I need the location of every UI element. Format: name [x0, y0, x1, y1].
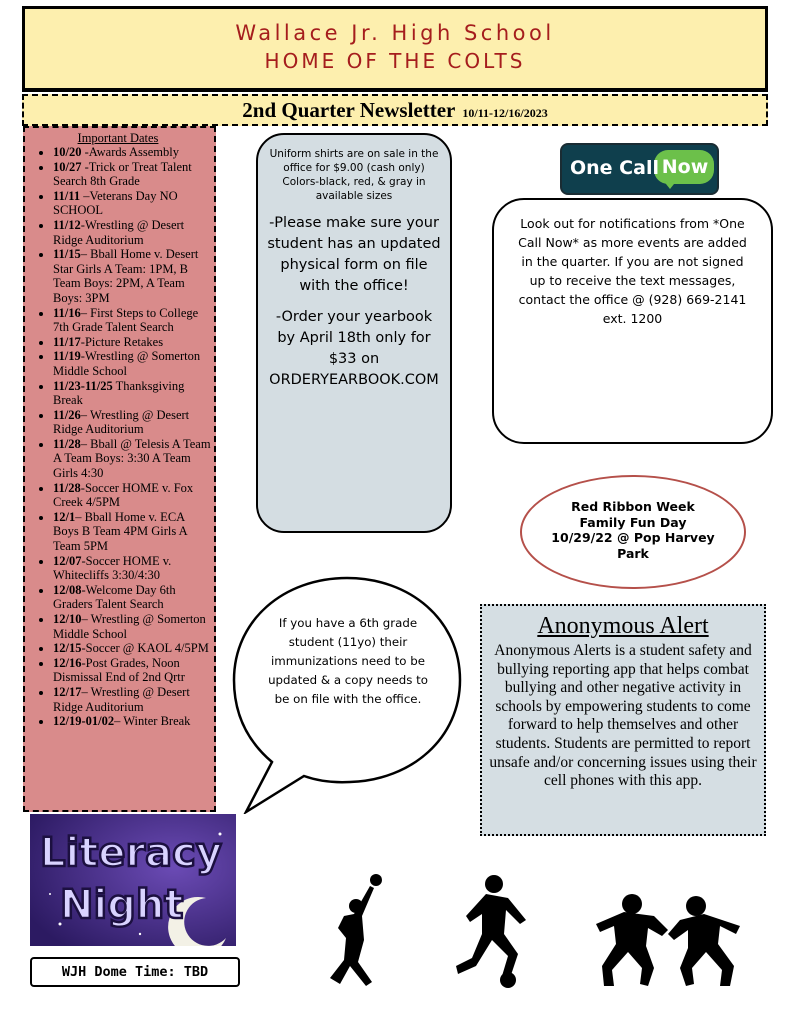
- important-dates-panel: [23, 126, 216, 812]
- uniform-sale-text: Uniform shirts are on sale in the office for $9.00 (cash only) Colors-black, red, & gray in available sizes: [269, 148, 439, 202]
- immunization-text: If you have a 6th grade student (11yo) their immunizations need to be updated & a copy needs to be on file with the office.: [268, 616, 428, 706]
- important-date-event: – First Steps to College 7th Grade Talent Search: [53, 305, 199, 335]
- important-date-item: [53, 247, 211, 305]
- important-date-event: – Bball @ Telesis A Team A Team Boys: 3:30 A Team Girls 4:30: [53, 436, 211, 481]
- important-date-event: – Wrestling @ Desert Ridge Auditorium: [53, 684, 190, 714]
- important-date-date: 12/10: [53, 612, 82, 626]
- important-date-date: 12/07: [53, 553, 82, 568]
- important-date-date: 11/11: [53, 188, 81, 203]
- red-ribbon-line1: Red Ribbon Week: [571, 499, 695, 514]
- important-date-item: [53, 189, 211, 218]
- yearbook-link[interactable]: ORDERYEARBOOK.COM: [269, 372, 439, 388]
- newsletter-title: 2nd Quarter Newsletter: [242, 98, 456, 122]
- red-ribbon-line2: Family Fun Day: [579, 514, 687, 530]
- important-dates-heading: Important Dates: [77, 131, 159, 145]
- important-date-date: 10/27: [53, 159, 82, 174]
- wrestlers-icon: [584, 890, 754, 990]
- important-date-item: [53, 145, 211, 160]
- logo-now-text: Now: [661, 156, 709, 178]
- important-date-item: [53, 408, 211, 437]
- important-date-date: 11/23-11/25: [53, 378, 113, 393]
- important-date-event: -Soccer HOME v. Fox Creek 4/5PM: [53, 480, 194, 510]
- important-date-event: -Wrestling @ Somerton Middle School: [53, 349, 201, 378]
- important-date-item: [53, 641, 211, 656]
- newsletter-title-bar: [22, 94, 768, 126]
- important-date-event: -Wrestling @ Desert Ridge Auditorium: [53, 217, 185, 247]
- important-date-event: -Soccer HOME v. Whitecliffs 3:30/4:30: [53, 553, 172, 583]
- important-date-date: 11/15: [53, 247, 81, 262]
- important-date-item: [53, 656, 211, 685]
- important-date-event: -Awards Assembly: [81, 145, 179, 159]
- important-date-item: [53, 306, 211, 335]
- anonymous-alert-panel: [480, 604, 766, 836]
- night-word: Night: [60, 882, 184, 928]
- one-call-notice-text: Look out for notifications from *One Call Now* as more events are added in the quarter. If you are not signed up to receive the text messages, contact the office @ (928) 669-2141 ext. 1200: [518, 216, 747, 326]
- newsletter-date-range: 10/11-12/16/2023: [462, 106, 548, 120]
- important-date-date: 12/15: [53, 641, 82, 656]
- important-date-date: 11/17: [53, 334, 81, 349]
- school-name: Wallace Jr. High School: [235, 21, 555, 45]
- logo-one-call-text: One Call: [570, 157, 659, 179]
- basketball-player-icon: [318, 872, 388, 990]
- important-date-item: [53, 685, 211, 714]
- important-date-item: [53, 160, 211, 189]
- important-date-item: [53, 612, 211, 641]
- important-date-date: 10/20: [53, 145, 82, 159]
- uniform-notice-panel: [256, 133, 452, 533]
- physical-form-text: -Please make sure your student has an updated physical form on file with the office!: [267, 215, 441, 294]
- important-date-date: 11/19: [53, 349, 81, 364]
- important-date-event: -Soccer @ KAOL 4/5PM: [81, 641, 209, 656]
- dome-time-label: WJH Dome Time: TBD: [30, 957, 240, 987]
- literacy-night-art: [30, 814, 236, 946]
- important-dates-list: [25, 145, 211, 729]
- important-date-event: Thanksgiving Break: [53, 378, 185, 408]
- important-date-item: [53, 349, 211, 378]
- important-date-item: [53, 379, 211, 408]
- soccer-player-icon: [452, 874, 540, 990]
- important-date-date: 12/08: [53, 582, 82, 597]
- important-date-item: [53, 554, 211, 583]
- red-ribbon-oval: [520, 475, 746, 589]
- anonymous-alert-title: Anonymous Alert: [537, 613, 709, 639]
- important-date-event: -Picture Retakes: [80, 334, 164, 349]
- yearbook-text: -Order your yearbook by April 18th only for $33 on: [275, 309, 433, 367]
- important-date-item: [53, 510, 211, 554]
- important-date-event: -Post Grades, Noon Dismissal End of 2nd Qrtr: [53, 655, 185, 685]
- important-date-event: – Winter Break: [114, 714, 191, 729]
- important-date-date: 12/19-01/02: [53, 714, 115, 729]
- important-date-event: -Welcome Day 6th Graders Talent Search: [53, 582, 176, 612]
- important-date-event: – Wrestling @ Somerton Middle School: [53, 612, 206, 641]
- important-date-event: -Trick or Treat Talent Search 8th Grade: [53, 159, 192, 189]
- literacy-night-graphic: [30, 814, 236, 946]
- important-date-event: – Bball Home v. Desert Star Girls A Team: 1PM, B Team Boys: 2PM, A Team Boys: 3PM: [53, 247, 199, 305]
- one-call-notice-box: [492, 198, 773, 444]
- school-header: [22, 6, 768, 92]
- important-date-date: 11/16: [53, 305, 81, 320]
- important-date-item: [53, 481, 211, 510]
- red-ribbon-line4: Park: [617, 545, 649, 561]
- important-date-date: 12/1: [53, 509, 76, 524]
- important-date-item: [53, 218, 211, 247]
- important-date-date: 12/16: [53, 655, 82, 670]
- school-motto: HOME OF THE COLTS: [264, 49, 526, 73]
- speech-bubble-tail: [662, 179, 678, 189]
- red-ribbon-line3: 10/29/22 @ Pop Harvey: [551, 530, 715, 545]
- important-date-item: [53, 714, 211, 729]
- literacy-word: Literacy: [40, 830, 222, 876]
- important-date-date: 11/12: [53, 217, 81, 232]
- one-call-now-logo: [560, 143, 719, 195]
- important-date-date: 11/28: [53, 436, 81, 451]
- important-date-item: [53, 583, 211, 612]
- important-date-date: 11/26: [53, 407, 81, 422]
- important-date-event: –Veterans Day NO SCHOOL: [53, 188, 178, 218]
- important-date-item: [53, 437, 211, 481]
- anonymous-alert-body: Anonymous Alerts is a student safety and bullying reporting app that helps combat bullying and other negative activity in schools by empowering students to come forward to help themselves and other students. Students are permitted to report unsafe and/or concerning issues using their cell phones with this app.: [489, 642, 757, 790]
- important-date-date: 11/28: [53, 480, 81, 495]
- important-date-item: [53, 335, 211, 350]
- important-date-date: 12/17: [53, 684, 82, 699]
- important-date-event: – Bball Home v. ECA Boys B Team 4PM Girls A Team 5PM: [53, 509, 187, 554]
- important-date-event: – Wrestling @ Desert Ridge Auditorium: [53, 407, 190, 437]
